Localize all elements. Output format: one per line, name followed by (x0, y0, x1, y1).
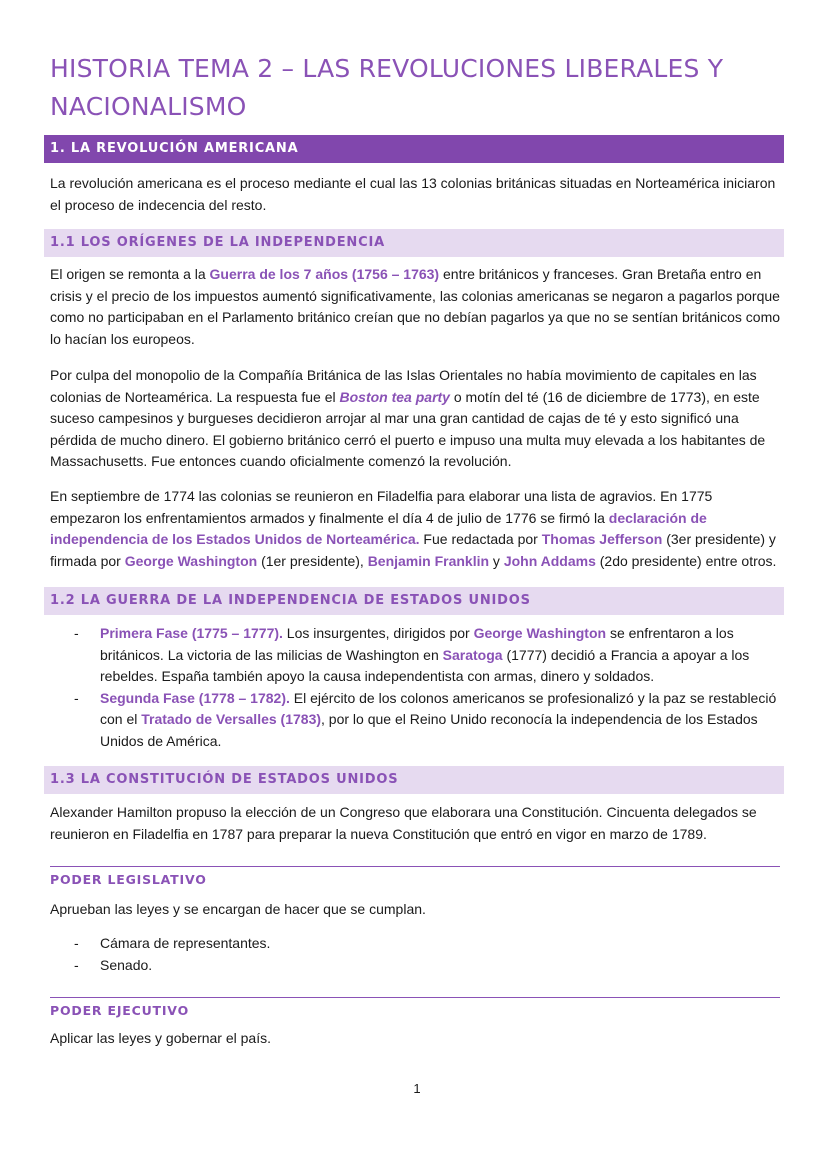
highlight-boston-tea-party: Boston tea party (339, 388, 450, 405)
page-title: HISTORIA TEMA 2 – LAS REVOLUCIONES LIBERALES Y NACIONALISMO (50, 54, 724, 121)
ejecutivo-text: Aplicar las leyes y gobernar el país. (50, 1030, 271, 1046)
legislativo-text: Aprueban las leyes y se encargan de hacer que se cumplan. (50, 901, 426, 917)
section-1-3-heading: 1.3 LA CONSTITUCIÓN DE ESTADOS UNIDOS (44, 766, 784, 794)
list-item: - Senado. (74, 956, 153, 973)
divider (50, 997, 780, 998)
section-1-3-paragraph: Alexander Hamilton propuso la elección de un Congreso que elaborara una Constitución. Cincuenta delegados se reunieron en Filadelfia en 1787 para preparar la nueva Constitución que entró en vigor en marzo de 1789. (50, 804, 757, 842)
highlight-george-washington: George Washington (124, 552, 258, 569)
section-1-1-heading: 1.1 LOS ORÍGENES DE LA INDEPENDENCIA (44, 229, 784, 257)
section-1-heading: 1. LA REVOLUCIÓN AMERICANA (44, 135, 784, 163)
list-item: - Cámara de representantes. (74, 935, 271, 951)
section-1-1-paragraph-1: El origen se remonta a la Guerra de los 7 años (1756 – 1763) entre británicos y franceses. Gran Bretaña entro en crisis y el precio de los impuestos aumentó significativamente, las colonias americanas se negaron a pagarlos porque como no participaban en el Parlamento británico creían que no debían pagarlos ya que no se sentían británicos como lo hacían los europeos. (50, 266, 781, 347)
highlight-declaracion: declaración de independencia de los Estados Unidos de Norteamérica. (50, 509, 707, 548)
ejecutivo-heading: PODER EJECUTIVO (50, 1003, 189, 1018)
section-1-1-paragraph-3: En septiembre de 1774 las colonias se reunieron en Filadelfia para elaborar una lista de agravios. En 1775 empezaron los enfrentamientos armados y finalmente el día 4 de julio de 1776 se firmó la declaración de independencia de los Estados Unidos de Norteamérica. Fue redactada por Thomas Jefferson (3er presidente) y firmada por George Washington (1er presidente), Benjamin Franklin y John Addams (2do presidente) entre otros. (50, 488, 777, 569)
section-1-1-paragraph-2: Por culpa del monopolio de la Compañía Británica de las Islas Orientales no había movimiento de capitales en las colonias de Norteamérica. La respuesta fue el Boston tea party o motín del té (16 de diciembre de 1773), en este suceso campesinos y burgueses decidieron arrojar al mar una gran cantidad de cajas de té y esto significó una pérdida de mucho dinero. El gobierno británico cerró el puerto e impuso una multa muy elevada a los habitantes de Massachusetts. Fue entonces cuando oficialmente comenzó la revolución. (50, 367, 766, 470)
list-item: - Segunda Fase (1778 – 1782). El ejército de los colonos americanos se profesionalizó y la paz se restableció con el Tratado de Versalles (1783), por lo que el Reino Unido reconocía la independencia de los Estados Unidos de América. (74, 689, 777, 749)
divider (50, 866, 780, 867)
highlight-john-addams: John Addams (503, 552, 596, 569)
highlight-guerra-7-anos: Guerra de los 7 años (1756 – 1763) (209, 266, 440, 282)
highlight-thomas-jefferson: Thomas Jefferson (541, 531, 663, 548)
list-item: - Primera Fase (1775 – 1777). Los insurgentes, dirigidos por George Washington se enfrentaron a los británicos. La victoria de las milicias de Washington en Saratoga (1777) decidió a Francia a apoyar a los rebeldes. España también apoyo la causa independentista con armas, dinero y soldados. (74, 625, 750, 685)
highlight-benjamin-franklin: Benjamin Franklin (367, 552, 490, 569)
war-phases-list (50, 623, 784, 753)
legislativo-list (50, 933, 784, 976)
page-number: 1 (413, 1081, 421, 1096)
legislativo-heading: PODER LEGISLATIVO (50, 872, 207, 887)
section-1-intro: La revolución americana es el proceso mediante el cual las 13 colonias británicas situadas en Norteamérica iniciaron el proceso de indecencia del resto. (50, 175, 776, 213)
section-1-2-heading: 1.2 LA GUERRA DE LA INDEPENDENCIA DE ESTADOS UNIDOS (44, 587, 784, 615)
